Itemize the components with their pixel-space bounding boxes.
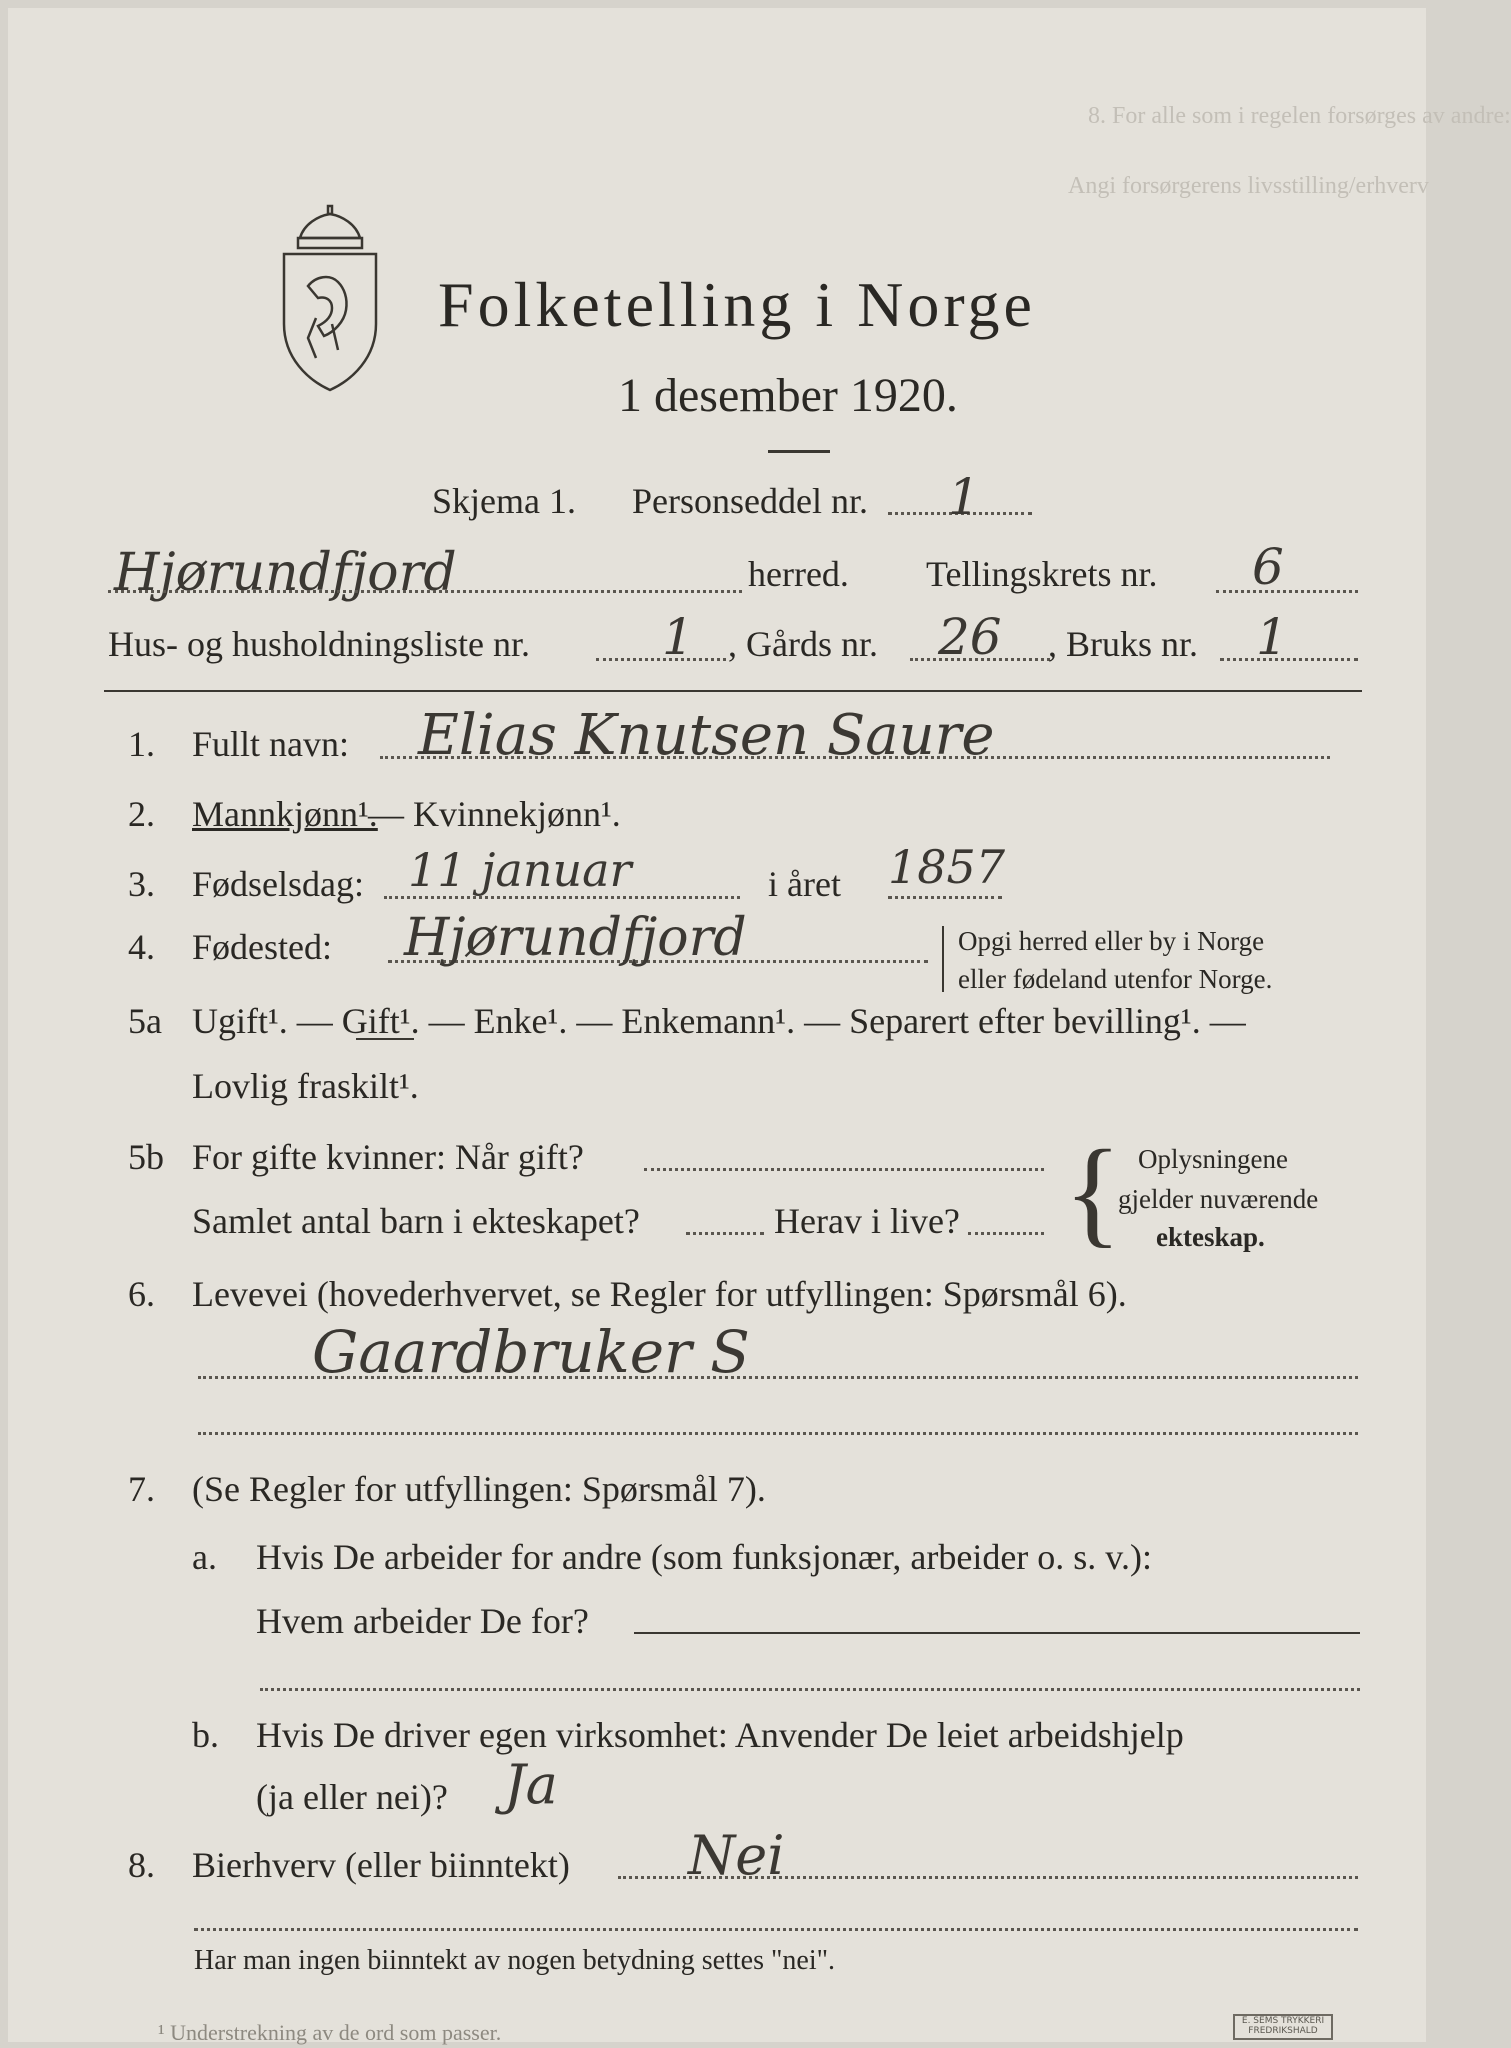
- marriage-note-1: Oplysningene: [1138, 1144, 1288, 1174]
- bruks-label: , Bruks nr.: [1048, 624, 1199, 664]
- question-number: 4.: [128, 927, 155, 967]
- personseddel-value: 1: [948, 468, 980, 526]
- children-alive-label: Herav i live?: [774, 1201, 960, 1241]
- question-7-label: (Se Regler for utfyllingen: Spørsmål 7).: [192, 1469, 766, 1509]
- birthplace-value: Hjørundfjord: [404, 908, 747, 968]
- birth-year-value: 1857: [888, 840, 1006, 894]
- footnote: Har man ingen biinntekt av nogen betydning settes "nei".: [194, 1945, 836, 1976]
- item-b-label: Hvis De driver egen virksomhet: Anvender De leiet arbeidshjelp: [256, 1715, 1184, 1755]
- marital-status-options-2: Lovlig fraskilt¹.: [192, 1066, 419, 1106]
- yes-no-label: (ja eller nei)?: [256, 1777, 448, 1817]
- census-form-page: 8. For alle som i regelen forsørges av andre: Angi forsørgerens livsstilling/erhverv Folketelling i Norge 1 desember 1920. Skjema 1. Personseddel nr. 1 Hjørundfjord herred. Tellingskrets nr. 6 Hus- og husholdningsliste nr. 1 , Gårds nr. 26 , Bruks nr. 1 1. Fullt navn: Elias Knutsen Saure 2. Mannkjønn¹. — Kvinnekjønn¹. 3. Fødselsdag: 11 januar i året 1857 4. Fødested: Hjørundfjord Opgi herred eller by i Norge eller fødeland utenfor Norge. 5a Ugift¹. — Gift¹. — Enke¹. — Enkemann¹. — Separert efter bevilling¹. — Lovlig fraskilt¹. 5b For gifte kvinner: Når gift? Samlet antal barn i ekteskapet? Herav i live? { Oplysningene gjelder nuværende ekteskap. 6. Levevei (hovederhvervet, se Regler for utfyllingen: Spørsmål 6). Gaardbruker S 7. (Se Regler for utfyllingen: Spørsmål 7). a. Hvis De arbeider for andre (som funksjonær, arbeider o. s. v.): Hvem arbeider De for? b. Hvis De driver egen virksomhet: Anvender De leiet arbeidshjelp (ja eller nei)? Ja 8. Bierhverv (eller biinntekt) Nei Har man ingen biinntekt av nogen betydning settes "nei". ¹ Understrekning av de ord som passer. E. SEMS TRYKKERI FREDRIKSHALD: [8, 8, 1426, 2042]
- birthday-label: Fødselsdag:: [192, 864, 365, 904]
- gards-value: 26: [938, 608, 1002, 666]
- gift-underline: [356, 1038, 414, 1040]
- question-number: 8.: [128, 1845, 155, 1885]
- item-b-marker: b.: [192, 1715, 219, 1755]
- item-a-label: Hvis De arbeider for andre (som funksjonær, arbeider o. s. v.):: [256, 1537, 1152, 1577]
- question-number: 5a: [128, 1001, 162, 1041]
- marriage-note-2: gjelder nuværende: [1118, 1184, 1319, 1214]
- printer-stamp: E. SEMS TRYKKERI FREDRIKSHALD: [1233, 2014, 1333, 2040]
- herred-value: Hjørundfjord: [114, 543, 457, 603]
- bleed-through-text: Angi forsørgerens livsstilling/erhverv: [1068, 173, 1429, 199]
- title-divider: [768, 450, 830, 453]
- personseddel-label: Personseddel nr.: [632, 481, 868, 521]
- married-women-label: For gifte kvinner: Når gift?: [192, 1137, 584, 1177]
- marital-status-options: Ugift¹. — Gift¹. — Enke¹. — Enkemann¹. — Separert efter bevilling¹. —: [192, 1001, 1246, 1041]
- hired-help-value: Ja: [504, 1753, 558, 1816]
- gards-label: , Gårds nr.: [728, 624, 878, 664]
- birthday-value: 11 januar: [408, 843, 632, 897]
- question-number: 2.: [128, 794, 155, 834]
- question-number: 7.: [128, 1469, 155, 1509]
- marriage-note-3: ekteskap.: [1156, 1222, 1265, 1252]
- employer-label: Hvem arbeider De for?: [256, 1601, 589, 1641]
- birthplace-note-1: Opgi herred eller by i Norge: [958, 926, 1265, 956]
- form-title: Folketelling i Norge: [438, 269, 1036, 340]
- census-date: 1 desember 1920.: [618, 369, 958, 422]
- bruks-value: 1: [1256, 608, 1288, 666]
- footnote-cut: ¹ Understrekning av de ord som passer.: [158, 2020, 502, 2045]
- tellingskrets-value: 6: [1252, 538, 1284, 596]
- item-a-marker: a.: [192, 1537, 217, 1577]
- occupation-value: Gaardbruker S: [312, 1318, 750, 1386]
- side-income-value: Nei: [688, 1824, 785, 1887]
- children-count-label: Samlet antal barn i ekteskapet?: [192, 1201, 640, 1241]
- full-name-label: Fullt navn:: [192, 724, 350, 764]
- herred-label: herred.: [748, 554, 849, 594]
- question-number: 5b: [128, 1137, 164, 1177]
- husholdningsliste-label: Hus- og husholdningsliste nr.: [108, 624, 531, 664]
- birth-year-label: i året: [768, 864, 841, 904]
- tellingskrets-label: Tellingskrets nr.: [926, 554, 1158, 594]
- question-number: 3.: [128, 864, 155, 904]
- husholdningsliste-value: 1: [662, 608, 694, 666]
- bleed-through-text: 8. For alle som i regelen forsørges av andre:: [1088, 103, 1511, 129]
- coat-of-arms-icon: [270, 198, 390, 398]
- gender-male-option: Mannkjønn¹.: [192, 794, 378, 834]
- occupation-label: Levevei (hovederhvervet, se Regler for utfyllingen: Spørsmål 6).: [192, 1274, 1127, 1314]
- question-number: 1.: [128, 724, 155, 764]
- schema-label: Skjema 1.: [432, 481, 576, 521]
- side-income-label: Bierhverv (eller biinntekt): [192, 1845, 570, 1885]
- birthplace-label: Fødested:: [192, 927, 332, 967]
- birthplace-note-2: eller fødeland utenfor Norge.: [958, 964, 1273, 994]
- header-rule: [104, 690, 1362, 692]
- full-name-value: Elias Knutsen Saure: [418, 703, 995, 768]
- gender-female-option: — Kvinnekjønn¹.: [368, 794, 621, 834]
- question-number: 6.: [128, 1274, 155, 1314]
